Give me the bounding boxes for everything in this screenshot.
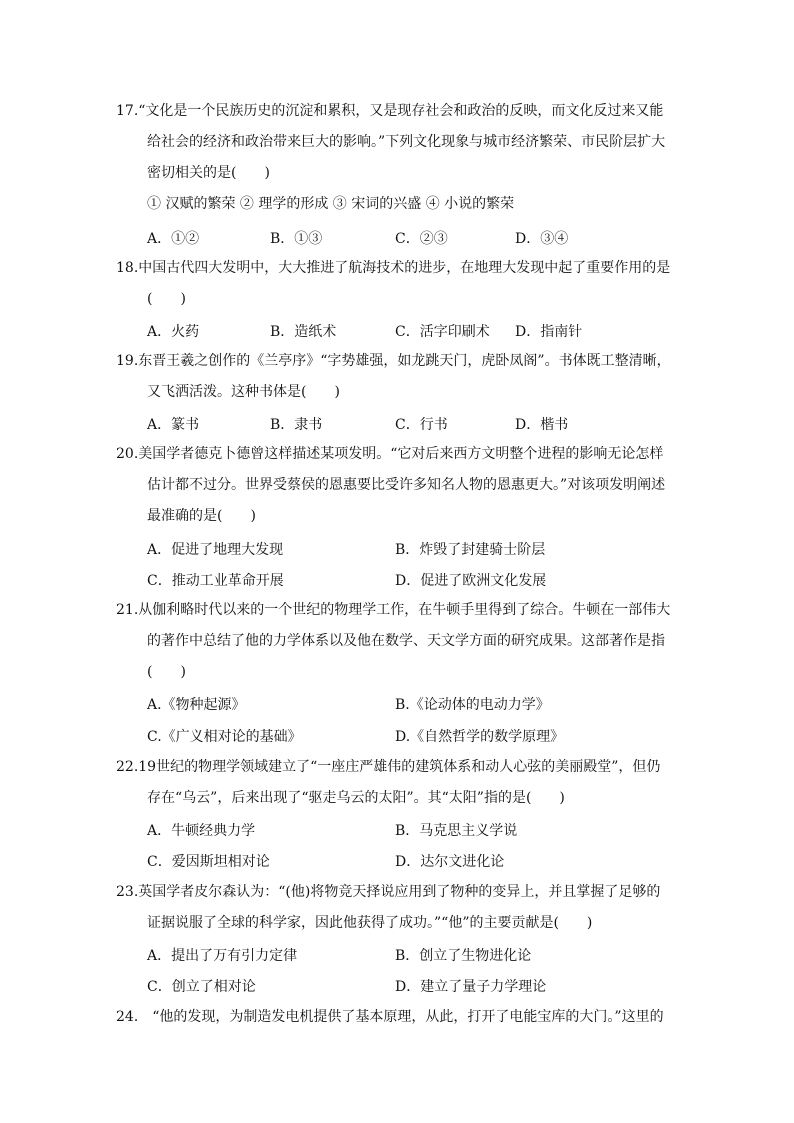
- q21-option-a: A.《物种起源》: [147, 697, 246, 713]
- q23-option-a: A．提出了万有引力定律: [147, 948, 298, 964]
- question-21: [116, 595, 676, 688]
- question-22: [116, 752, 676, 814]
- q20-option-b: B．炸毁了封建骑士阶层: [395, 542, 546, 558]
- q18-option-d: D．指南针: [515, 324, 583, 340]
- q19-option-d: D．楷书: [515, 417, 569, 433]
- question-21-line-2: 的著作中总结了他的力学体系以及他在数学、天文学方面的研究成果。这部著作是指: [147, 633, 665, 649]
- question-23: [116, 877, 676, 939]
- q23-option-c: C．创立了相对论: [147, 979, 256, 995]
- q18-option-c: C．活字印刷术: [395, 324, 490, 340]
- question-23-line-2: 证据说服了全球的科学家，因此他获得了成功。”“他”的主要贡献是( ): [147, 915, 593, 931]
- q18-option-a: A．火药: [147, 324, 200, 340]
- question-18: [116, 253, 676, 315]
- question-24: [116, 1002, 676, 1033]
- q19-option-a: A．篆书: [147, 417, 200, 433]
- question-22-line-2: 存在“乌云”，后来出现了“驱走乌云的太阳”。其“太阳”指的是( ): [147, 790, 565, 806]
- q17-option-a: A．①②: [147, 231, 200, 247]
- q21-option-d: D.《自然哲学的数学原理》: [395, 729, 565, 745]
- q22-option-d: D．达尔文进化论: [395, 854, 505, 870]
- question-17-statements: ① 汉赋的繁荣 ② 理学的形成 ③ 宋词的兴盛 ④ 小说的繁荣: [147, 196, 515, 212]
- q22-option-c: C．爱因斯坦相对论: [147, 854, 270, 870]
- q17-option-d: D．③④: [515, 231, 569, 247]
- question-23-line-1: 23.英国学者皮尔森认为：“(他)将物竞天择说应用到了物种的变异上，并且掌握了足够的: [116, 884, 661, 900]
- q17-option-b: B．①③: [270, 231, 323, 247]
- q19-option-b: B．隶书: [270, 417, 323, 433]
- q20-option-a: A．促进了地理大发现: [147, 542, 284, 558]
- q20-option-c: C．推动工业革命开展: [147, 573, 284, 589]
- question-21-line-1: 21.从伽利略时代以来的一个世纪的物理学工作，在牛顿手里得到了综合。牛顿在一部伟大: [116, 602, 671, 618]
- q19-option-c: C．行书: [395, 417, 448, 433]
- question-22-line-1: 22.19世纪的物理学领域建立了“一座庄严雄伟的建筑体系和动人心弦的美丽殿堂”，但仍: [116, 759, 661, 775]
- question-19-line-2: 又飞洒活泼。这种书体是( ): [147, 384, 340, 400]
- q21-option-c: C.《广义相对论的基础》: [147, 729, 302, 745]
- q22-option-b: B．马克思主义学说: [395, 823, 518, 839]
- question-17-line-3: 密切相关的是( ): [147, 165, 270, 181]
- question-21-line-3: ( ): [147, 664, 186, 680]
- question-19: [116, 346, 676, 408]
- question-17: [116, 96, 676, 220]
- question-17-line-1: 17.“文化是一个民族历史的沉淀和累积，又是现存社会和政治的反映，而文化反过来又能: [116, 103, 664, 119]
- question-19-line-1: 19.东晋王羲之创作的《兰亭序》“字势雄强，如龙跳天门，虎卧凤阁”。书体既工整清晰，: [116, 353, 671, 369]
- question-18-line-2: ( ): [147, 291, 186, 307]
- q18-option-b: B．造纸术: [270, 324, 337, 340]
- q23-option-d: D．建立了量子力学理论: [395, 979, 547, 995]
- q22-option-a: A．牛顿经典力学: [147, 823, 256, 839]
- question-20: [116, 439, 676, 532]
- question-18-line-1: 18.中国古代四大发明中，大大推进了航海技术的进步，在地理大发现中起了重要作用的是: [116, 260, 671, 276]
- q17-option-c: C．②③: [395, 231, 448, 247]
- question-20-line-2: 估计都不过分。世界受蔡侯的恩惠要比受许多知名人物的恩惠更大。”对该项发明阐述: [147, 477, 666, 493]
- question-17-line-2: 给社会的经济和政治带来巨大的影响。”下列文化现象与城市经济繁荣、市民阶层扩大: [147, 134, 666, 150]
- q23-option-b: B．创立了生物进化论: [395, 948, 532, 964]
- question-20-line-3: 最准确的是( ): [147, 508, 256, 524]
- q21-option-b: B.《论动体的电动力学》: [395, 697, 550, 713]
- question-20-line-1: 20.美国学者德克卜德曾这样描述某项发明。“它对后来西方文明整个进程的影响无论怎样: [116, 446, 664, 462]
- question-24-line-1: 24． “他的发现，为制造发电机提供了基本原理，从此，打开了电能宝库的大门。”这里的: [116, 1009, 664, 1025]
- q20-option-d: D．促进了欧洲文化发展: [395, 573, 547, 589]
